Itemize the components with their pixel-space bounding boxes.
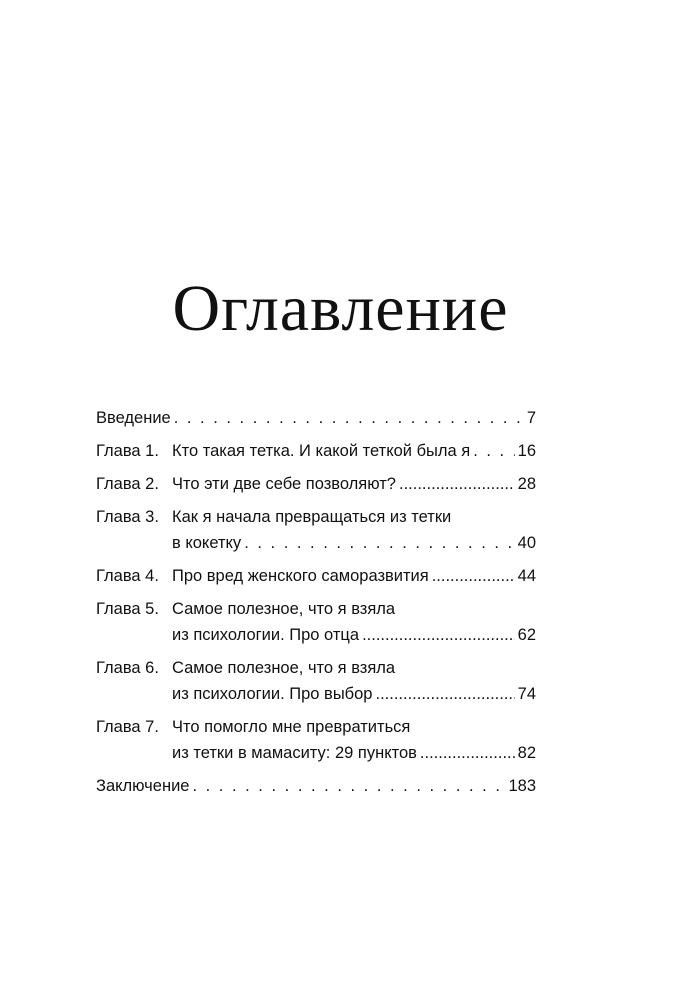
dot-leader bbox=[244, 530, 514, 556]
toc-page-number: 74 bbox=[517, 685, 536, 703]
dot-leader bbox=[375, 681, 514, 707]
chapter-number: Глава 4. bbox=[96, 567, 159, 585]
toc-page-number: 16 bbox=[517, 442, 536, 460]
toc-entry-title: Что помогло мне превратиться bbox=[172, 718, 411, 736]
toc-entry-title: Самое полезное, что я взяла bbox=[172, 600, 396, 618]
chapter-number: Глава 1. bbox=[96, 442, 159, 460]
toc-entry-title-continued: из психологии. Про выбор bbox=[172, 685, 373, 703]
toc-entry-title: Про вред женского саморазвития bbox=[172, 567, 429, 585]
chapter-number: Глава 5. bbox=[96, 600, 159, 618]
toc-entry-chapter-4[interactable] bbox=[96, 563, 536, 589]
toc-entry-title-continued: из тетки в мамаситу: 29 пунктов bbox=[172, 744, 417, 762]
dot-leader bbox=[473, 438, 514, 464]
toc-page-number: 82 bbox=[517, 744, 536, 762]
chapter-number: Глава 7. bbox=[96, 718, 159, 736]
toc-entry-chapter-2[interactable] bbox=[96, 471, 536, 497]
chapter-number: Глава 3. bbox=[96, 508, 159, 526]
dot-leader bbox=[192, 773, 505, 799]
toc-entry-chapter-7[interactable] bbox=[96, 714, 536, 766]
toc-entry-title: Кто такая тетка. И какой теткой была я bbox=[172, 442, 471, 460]
toc-entry-title: Введение bbox=[96, 409, 171, 427]
toc-page-number: 7 bbox=[526, 409, 536, 427]
dot-leader bbox=[174, 405, 524, 431]
toc-entry-title: Что эти две себе позволяют? bbox=[172, 475, 396, 493]
toc-entry-title: Самое полезное, что я взяла bbox=[172, 659, 396, 677]
toc-page-number: 44 bbox=[517, 567, 536, 585]
toc-page-number: 40 bbox=[517, 534, 536, 552]
chapter-number: Глава 2. bbox=[96, 475, 159, 493]
toc-page-number: 183 bbox=[508, 777, 536, 795]
toc-entry-chapter-5[interactable] bbox=[96, 596, 536, 648]
toc-entry-introduction[interactable] bbox=[96, 405, 536, 431]
table-of-contents bbox=[96, 405, 536, 806]
toc-entry-chapter-3[interactable] bbox=[96, 504, 536, 556]
toc-entry-chapter-6[interactable] bbox=[96, 655, 536, 707]
dot-leader bbox=[362, 622, 515, 648]
toc-entry-chapter-1[interactable] bbox=[96, 438, 536, 464]
toc-entry-title: Как я начала превращаться из тетки bbox=[172, 508, 452, 526]
page-title: Оглавление bbox=[172, 272, 509, 346]
toc-entry-conclusion[interactable] bbox=[96, 773, 536, 799]
dot-leader bbox=[420, 740, 515, 766]
toc-entry-title: Заключение bbox=[96, 777, 190, 795]
dot-leader bbox=[432, 563, 515, 589]
toc-page-number: 62 bbox=[517, 626, 536, 644]
toc-page-number: 28 bbox=[517, 475, 536, 493]
dot-leader bbox=[399, 471, 515, 497]
chapter-number: Глава 6. bbox=[96, 659, 159, 677]
toc-entry-title-continued: в кокетку bbox=[172, 534, 242, 552]
toc-entry-title-continued: из психологии. Про отца bbox=[172, 626, 360, 644]
